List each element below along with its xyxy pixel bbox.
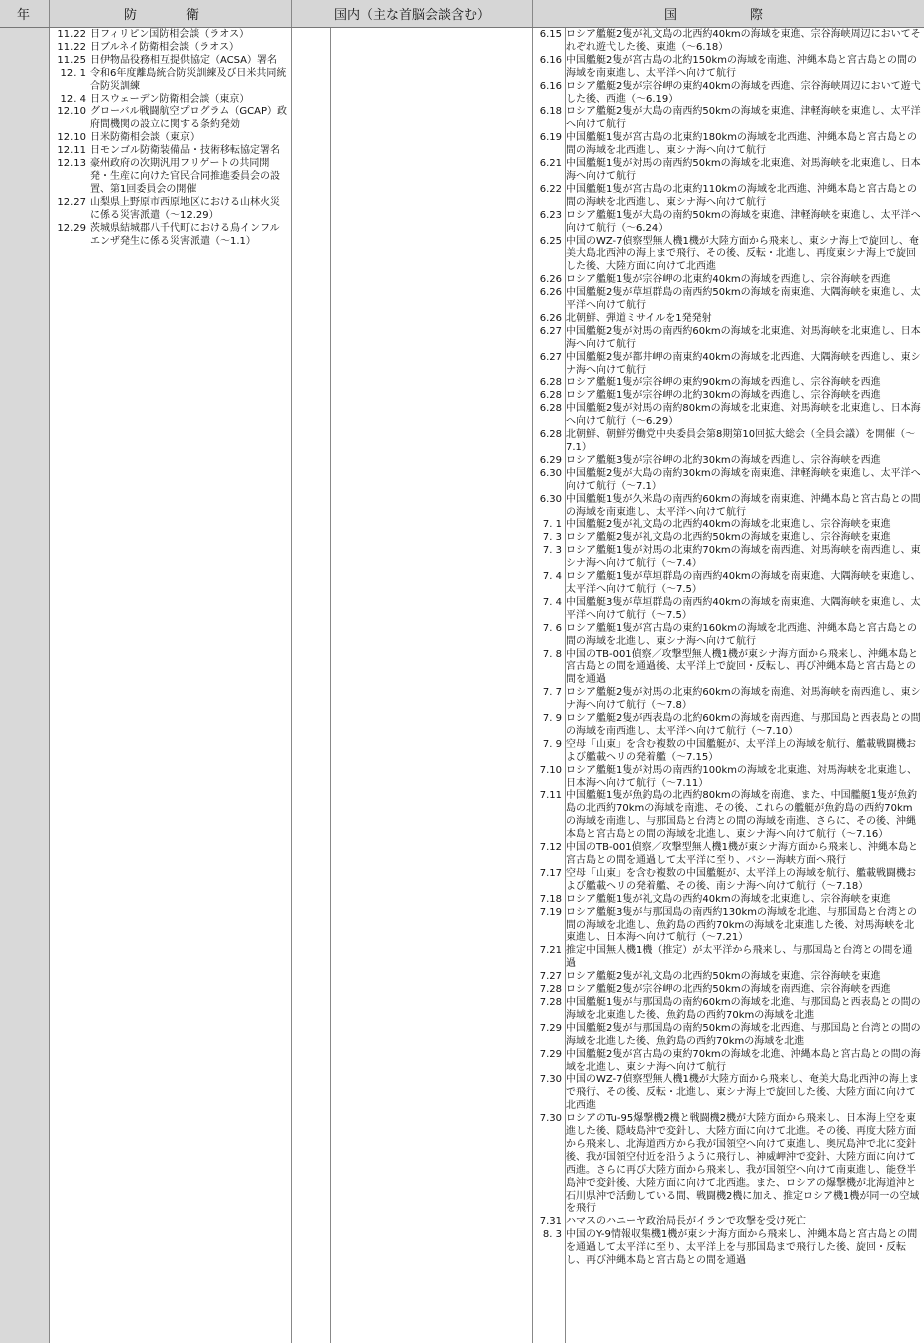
international-entry <box>533 390 922 403</box>
entry-date: 7.30 <box>539 1113 562 1125</box>
entry-text: 中国艦艇1隻が与那国島の南約60kmの海域を北進、与那国島と西表島との間の海域を北東進した後、魚釣島の西約70kmの海域を北進 <box>566 996 921 1021</box>
international-entry <box>533 597 922 623</box>
defense-list <box>50 29 290 248</box>
entry-text: 中国艦艇1隻が宮古島の北東約110kmの海域を北西進、沖縄本島と宮古島との間の海峡を北西進し、東シナ海へ向けて航行 <box>566 183 917 208</box>
entry-date: 7.11 <box>539 790 562 802</box>
entry-text: 山梨県上野原市西原地区における山林火災に係る災害派遣（～12.29） <box>90 196 280 221</box>
international-entry <box>533 377 922 390</box>
international-entry <box>533 1074 922 1113</box>
international-entry <box>533 739 922 765</box>
entry-text: 推定中国無人機1機（推定）が太平洋から飛来し、与那国島と台湾との間を通過 <box>566 945 913 970</box>
entry-text: 空母「山東」を含む複数の中国艦艇が、太平洋上の海域を航行、艦載戦闘機および艦載ヘリの発着艦、その後、南シナ海へ向けて航行（～7.18） <box>566 867 916 892</box>
defense-entry <box>50 55 290 68</box>
international-entry <box>533 997 922 1023</box>
entry-text: 空母「山東」を含む複数の中国艦艇が、太平洋上の海域を航行、艦載戦闘機および艦載ヘリの発着艦（～7.15） <box>566 738 916 763</box>
entry-date: 11.22 <box>57 29 86 40</box>
entry-date: 7.19 <box>539 906 562 918</box>
entry-text: ロシア艦艇1隻が宮古島の東約160kmの海域を北西進、沖縄本島と宮古島との間の海域を北進し、東シナ海へ向けて航行 <box>566 622 917 647</box>
entry-date: 7. 3 <box>542 545 562 557</box>
entry-date: 12. 1 <box>60 67 86 79</box>
entry-date: 7. 4 <box>542 571 562 583</box>
international-entry <box>533 158 922 184</box>
entry-text: ハマスのハニーヤ政治局長がイランで攻撃を受け死亡 <box>566 1216 806 1228</box>
entry-date: 6.26 <box>539 287 562 299</box>
entry-text: 中国艦艇1隻が対馬の南西約50kmの海域を北東進、対馬海峡を北東進し、日本海へ向けて航行 <box>566 158 921 182</box>
defense-entry <box>50 94 290 107</box>
entry-text: 中国艦艇2隻が宮古島の北約150kmの海域を南進、沖縄本島と宮古島との間の海域を南東進し、太平洋へ向けて航行 <box>566 54 917 79</box>
entry-date: 12.27 <box>57 196 86 208</box>
international-entry <box>533 326 922 352</box>
entry-text: 中国のWZ-7偵察型無人機1機が大陸方面から飛来し、奄美大島北西沖の海上まで飛行、その後、反転・北進し、東シナ海上で旋回した後、大陸方面に向けて北西進 <box>566 1074 919 1112</box>
entry-text: 中国のY-9情報収集機1機が東シナ海方面から飛来し、沖縄本島と宮古島との間を通過して太平洋に至り、太平洋上を与那国島まで飛行した後、旋回・反転し、再び沖縄本島と宮古島との間を通過 <box>566 1229 918 1267</box>
header-domestic: 国内（主な首脳会談含む） <box>292 0 533 27</box>
international-entry <box>533 81 922 107</box>
international-entry <box>533 1229 922 1268</box>
entry-date: 6.22 <box>539 183 562 195</box>
entry-date: 6.28 <box>539 377 562 389</box>
international-entry <box>533 1049 922 1075</box>
entry-text: 日フィリピン国防相会談（ラオス） <box>90 29 250 40</box>
international-entry <box>533 545 922 571</box>
international-entry <box>533 274 922 287</box>
defense-entry <box>50 42 290 55</box>
entry-date: 12. 4 <box>60 93 86 105</box>
international-entry <box>533 1216 922 1229</box>
international-entry <box>533 713 922 739</box>
entry-date: 6.26 <box>539 312 562 324</box>
international-entry <box>533 790 922 842</box>
international-entry <box>533 429 922 455</box>
entry-text: 中国艦艇2隻が与那国島の南約50kmの海域を北西進、与那国島と台湾との間の海域を北進した後、魚釣島の西約70kmの海域を北進 <box>566 1022 921 1047</box>
defense-entry <box>50 197 290 223</box>
entry-text: ロシア艦艇1隻が大島の南約50kmの海域を東進、津軽海峡を東進し、太平洋へ向けて航行（～6.24） <box>566 209 921 234</box>
international-entry <box>533 236 922 275</box>
domestic-text-column <box>331 28 533 1343</box>
entry-text: ロシア艦艇2隻が礼文島の北西約40kmの海域を東進、宗谷海峡周辺においてそれぞれ遊弋した後、東進（～6.18） <box>566 29 921 53</box>
entry-text: 茨城県結城郡八千代町における鳥インフルエンザ発生に係る災害派遣（～1.1） <box>90 222 280 247</box>
entry-text: 中国艦艇1隻が宮古島の北東約180kmの海域を北西進、沖縄本島と宮古島との間の海域を北西進し、東シナ海へ向けて航行 <box>566 132 917 157</box>
defense-entry <box>50 158 290 197</box>
international-entry <box>533 984 922 997</box>
international-entry <box>533 468 922 494</box>
entry-text: 中国のWZ-7偵察型無人機1機が大陸方面から飛来し、東シナ海上で旋回し、奄美大島北西沖の海上まで飛行、その後、反転・北進し、再度東シナ海上で旋回した後、大陸方面に向けて北西進 <box>566 235 919 273</box>
entry-text: 中国のTB-001偵察／攻撃型無人機1機が東シナ海方面から飛来し、沖縄本島と宮古島との間を通過後、太平洋上で旋回・反転し、再び沖縄本島と宮古島との間を通過 <box>566 648 919 686</box>
entry-text: ロシア艦艇3隻が与那国島の南西約130kmの海域を北進、与那国島と台湾との間の海域を北進し、魚釣島の西約70kmの海域を北東進した後、対馬海峡を北東進し、日本海へ向けて航行（～7.21） <box>566 906 917 944</box>
entry-date: 7.21 <box>539 945 562 957</box>
entry-date: 6.19 <box>539 132 562 144</box>
international-entry <box>533 945 922 971</box>
entry-date: 6.27 <box>539 325 562 337</box>
entry-date: 7.30 <box>539 1074 562 1086</box>
entry-date: 6.16 <box>539 80 562 92</box>
entry-date: 7. 4 <box>542 596 562 608</box>
entry-text: ロシアのTu-95爆撃機2機と戦闘機2機が大陸方面から飛来し、日本海上空を東進した後、隠岐島沖で変針し、大陸方面に向けて北進。その後、再度大陸方面から飛来し、北海道西方から我が国領空へ向けて東進し、奥尻島沖で北に変針後、我が国領空付近を沿うように飛行し、神威岬沖で変針、大陸方面に向けて西進。さらに再び大陸方面から飛来し、我が国領空へ向けて南東進し、能登半島沖で変針後、大陸方面に向けて北西進。また、ロシアの爆撃機が北海道沖と石川県沖で活動している間、戦闘機2機に加え、推定ロシア機1機が同一の空域を飛行 <box>566 1113 920 1215</box>
entry-date: 6.21 <box>539 158 562 170</box>
entry-date: 6.28 <box>539 403 562 415</box>
entry-text: ロシア艦艇1隻が礼文島の西約40kmの海域を北東進し、宗谷海峡を東進 <box>566 893 891 905</box>
entry-date: 7. 7 <box>542 687 562 699</box>
international-entry <box>533 55 922 81</box>
entry-date: 6.27 <box>539 351 562 363</box>
entry-date: 6.15 <box>539 29 562 40</box>
entry-date: 6.29 <box>539 454 562 466</box>
international-entry <box>533 1113 922 1216</box>
entry-text: グローバル戦闘航空プログラム（GCAP）政府間機関の設立に関する条約発効 <box>90 106 288 131</box>
entry-text: ロシア艦艇1隻が宗谷岬の北東約40kmの海域を西進し、宗谷海峡を西進 <box>566 274 891 286</box>
entry-text: ロシア艦艇2隻が礼文島の北西約50kmの海域を東進、宗谷海峡を東進 <box>566 971 881 983</box>
defense-entry <box>50 68 290 94</box>
entry-text: ロシア艦艇2隻が対馬の北東約60kmの海域を南進、対馬海峡を南西進し、東シナ海へ向けて航行（～7.8） <box>566 687 921 712</box>
entry-date: 7. 8 <box>542 648 562 660</box>
entry-date: 12.13 <box>57 158 86 170</box>
international-entry <box>533 287 922 313</box>
entry-text: ロシア艦艇1隻が宗谷岬の北約30kmの海域を西進し、宗谷海峡を西進 <box>566 390 881 402</box>
entry-text: 中国艦艇1隻が魚釣島の北西約80kmの海域を南進、また、中国艦艇1隻が魚釣島の北西約70kmの海域を南進、その後、これらの艦艇が魚釣島の西約70kmの海域を南進し、与那国島と台湾との間の海域を南進、さらに、その後、沖縄本島と宮古島との間の海域を北進し、東シナ海へ向けて航行（～7.16） <box>566 790 917 841</box>
domestic-date-column <box>292 28 331 1343</box>
entry-text: 中国艦艇2隻が礼文島の北西約40kmの海域を北東進し、宗谷海峡を東進 <box>566 519 891 531</box>
international-entry <box>533 519 922 532</box>
entry-text: 中国のTB-001偵察／攻撃型無人機1機が東シナ海方面から飛来し、沖縄本島と宮古島との間を通過して太平洋に至り、バシー海峡方面へ飛行 <box>566 842 919 866</box>
international-entry <box>533 532 922 545</box>
entry-text: 日伊物品役務相互提供協定（ACSA）署名 <box>90 54 278 66</box>
entry-date: 6.16 <box>539 54 562 66</box>
entry-date: 7.18 <box>539 893 562 905</box>
entry-date: 12.11 <box>57 145 86 157</box>
entry-text: 日スウェーデン防衛相会談（東京） <box>90 93 250 105</box>
entry-text: 中国艦艇1隻が久米島の南西約60kmの海域を南東進、沖縄本島と宮古島との間の海域を南東進し、太平洋へ向けて航行 <box>566 493 921 518</box>
entry-date: 7.17 <box>539 867 562 879</box>
entry-text: 北朝鮮、朝鮮労働党中央委員会第8期第10回拡大総会（全員会議）を開催（～7.1） <box>566 429 916 453</box>
entry-text: ロシア艦艇1隻が草垣群島の南西約40kmの海域を南東進、大隅海峡を東進し、太平洋へ向けて航行（～7.5） <box>566 571 921 595</box>
entry-date: 6.30 <box>539 493 562 505</box>
entry-date: 12.29 <box>57 222 86 234</box>
entry-text: ロシア艦艇2隻が西表島の北約60kmの海域を南西進、与那国島と西表島との間の海域を南西進し、太平洋へ向けて航行（～7.10） <box>566 713 921 737</box>
international-entry <box>533 494 922 520</box>
entry-date: 11.22 <box>57 41 86 53</box>
entry-date: 7.29 <box>539 1022 562 1034</box>
entry-text: ロシア艦艇2隻が宗谷岬の東約40kmの海域を西進、宗谷海峡周辺において遊弋した後、西進（～6.19） <box>566 80 921 105</box>
entry-text: ロシア艦艇3隻が宗谷岬の北約30kmの海域を西進し、宗谷海峡を西進 <box>566 454 881 466</box>
international-entry <box>533 313 922 326</box>
entry-date: 6.18 <box>539 106 562 118</box>
year-column <box>0 28 50 1343</box>
entry-text: ロシア艦艇2隻が礼文島の北西約50kmの海域を東進し、宗谷海峡を東進 <box>566 532 891 544</box>
international-entry <box>533 971 922 984</box>
entry-text: ロシア艦艇2隻が大島の南西約50kmの海域を東進、津軽海峡を東進し、太平洋へ向けて航行 <box>566 106 921 131</box>
entry-text: 中国艦艇2隻が対馬の南西約60kmの海域を北東進、対馬海峡を北東進し、日本海へ向けて航行 <box>566 325 921 350</box>
header-international: 国 際 <box>663 8 793 23</box>
entry-text: 日米防衛相会談（東京） <box>90 132 200 144</box>
international-entry <box>533 1023 922 1049</box>
entry-text: ロシア艦艇1隻が宗谷岬の東約90kmの海域を西進し、宗谷海峡を西進 <box>566 377 881 389</box>
entry-date: 7.27 <box>539 971 562 983</box>
international-entry <box>533 894 922 907</box>
international-entry <box>533 623 922 649</box>
international-entry <box>533 132 922 158</box>
entry-date: 7. 3 <box>542 532 562 544</box>
entry-text: 中国艦艇2隻が大島の南約30kmの海域を南東進、津軽海峡を東進し、太平洋へ向けて航行（～7.1） <box>566 467 921 492</box>
international-entry <box>533 765 922 791</box>
defense-entry <box>50 29 290 42</box>
entry-text: 令和6年度離島統合防災訓練及び日米共同統合防災訓練 <box>90 67 287 92</box>
international-entry <box>533 106 922 132</box>
defense-entry <box>50 223 290 249</box>
entry-date: 7.28 <box>539 984 562 996</box>
entry-date: 6.30 <box>539 467 562 479</box>
entry-date: 8. 3 <box>542 1229 562 1241</box>
international-entry <box>533 907 922 946</box>
entry-date: 7. 9 <box>542 738 562 750</box>
entry-text: 日ブルネイ防衛相会談（ラオス） <box>90 41 239 53</box>
international-entry <box>533 352 922 378</box>
entry-date: 7.28 <box>539 996 562 1008</box>
entry-date: 7.10 <box>539 764 562 776</box>
international-entry <box>533 210 922 236</box>
entry-date: 7. 9 <box>542 713 562 725</box>
international-entry <box>533 403 922 429</box>
defense-entry <box>50 132 290 145</box>
international-entry <box>533 687 922 713</box>
entry-date: 7.29 <box>539 1048 562 1060</box>
entry-text: 中国艦艇2隻が対馬の南約80kmの海域を北東進、対馬海峡を北東進し、日本海へ向けて航行（～6.29） <box>566 403 921 428</box>
defense-entry <box>50 106 290 132</box>
international-entry <box>533 184 922 210</box>
header-defense: 防 衛 <box>50 0 292 27</box>
entry-text: 中国艦艇3隻が草垣群島の南西約40kmの海域を南東進、大隅海峡を東進し、太平洋へ向けて航行（～7.5） <box>566 596 921 621</box>
entry-text: 中国艦艇2隻が都井岬の南東約40kmの海域を北西進、大隅海峡を西進し、東シナ海へ向けて航行 <box>566 351 921 376</box>
entry-date: 7.31 <box>539 1216 562 1228</box>
entry-date: 7. 1 <box>542 519 562 531</box>
entry-date: 7.12 <box>539 842 562 854</box>
entry-text: 北朝鮮、弾道ミサイルを1発発射 <box>566 312 712 324</box>
entry-text: ロシア艦艇2隻が宗谷岬の北西約50kmの海域を南西進、宗谷海峡を西進 <box>566 984 891 996</box>
international-list <box>533 29 922 1268</box>
defense-entry <box>50 145 290 158</box>
header-year: 年 <box>0 0 50 27</box>
entry-date: 11.25 <box>57 54 86 66</box>
entry-date: 6.26 <box>539 274 562 286</box>
entry-text: ロシア艦艇1隻が対馬の南西約100kmの海域を北東進、対馬海峡を北東進し、日本海へ向けて航行（～7.11） <box>566 764 917 789</box>
entry-date: 6.25 <box>539 235 562 247</box>
international-entry <box>533 29 922 55</box>
international-entry <box>533 649 922 688</box>
entry-text: 中国艦艇2隻が草垣群島の南西約50kmの海域を南東進、大隅海峡を東進し、太平洋へ向けて航行 <box>566 287 921 312</box>
entry-date: 12.10 <box>57 106 86 118</box>
entry-text: 豪州政府の次期汎用フリゲートの共同開発・生産に向けた官民合同推進委員会の設置、第1回委員会の開催 <box>90 158 280 195</box>
entry-date: 6.28 <box>539 429 562 441</box>
international-entry <box>533 455 922 468</box>
entry-date: 12.10 <box>57 132 86 144</box>
entry-text: ロシア艦艇1隻が対馬の北東約70kmの海域を南西進、対馬海峡を南西進し、東シナ海へ向けて航行（～7.4） <box>566 545 921 570</box>
entry-date: 7. 6 <box>542 622 562 634</box>
entry-date: 6.23 <box>539 209 562 221</box>
table-header <box>0 0 924 28</box>
entry-date: 6.28 <box>539 390 562 402</box>
entry-text: 中国艦艇2隻が宮古島の東約70kmの海域を北進、沖縄本島と宮古島との間の海域を北進し、東シナ海へ向けて航行 <box>566 1048 921 1073</box>
international-entry <box>533 868 922 894</box>
international-entry <box>533 571 922 597</box>
international-entry <box>533 842 922 868</box>
entry-text: 日モンゴル防衛装備品・技術移転協定署名 <box>90 145 280 157</box>
